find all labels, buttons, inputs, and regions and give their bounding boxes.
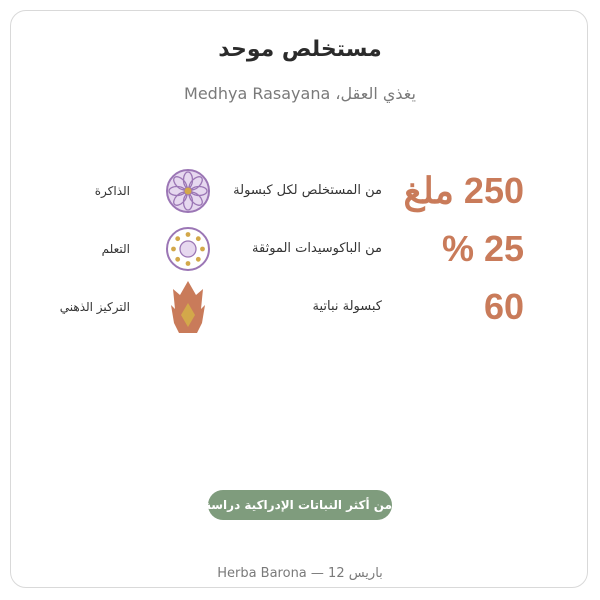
- flame-diamond-icon: [165, 284, 211, 330]
- stat-description: من الباكوسيدات الموثقة: [252, 241, 382, 256]
- benefit-label: التعلم: [101, 242, 130, 256]
- stat-description: من المستخلص لكل كبسولة: [233, 183, 382, 198]
- studied-badge: من أكثر النباتات الإدراكية دراسة: [208, 490, 392, 520]
- footer-text: باريس 12 — Herba Barona: [217, 566, 383, 581]
- stat-row: [0, 161, 600, 221]
- stat-description: كبسولة نباتية: [312, 299, 382, 314]
- stat-row: [0, 277, 600, 337]
- stat-value: 60: [483, 286, 524, 327]
- page-subtitle: يغذي العقل، Medhya Rasayana: [184, 84, 416, 103]
- dotted-circle-icon: [165, 226, 211, 272]
- stat-value: 250 ملغ: [403, 170, 524, 211]
- stat-row: [0, 219, 600, 279]
- benefit-label: الذاكرة: [94, 184, 130, 198]
- stat-value: 25 %: [441, 228, 524, 269]
- page-title: مستخلص موحد: [218, 37, 382, 62]
- benefit-label: التركيز الذهني: [59, 300, 130, 314]
- flower-icon: [165, 168, 211, 214]
